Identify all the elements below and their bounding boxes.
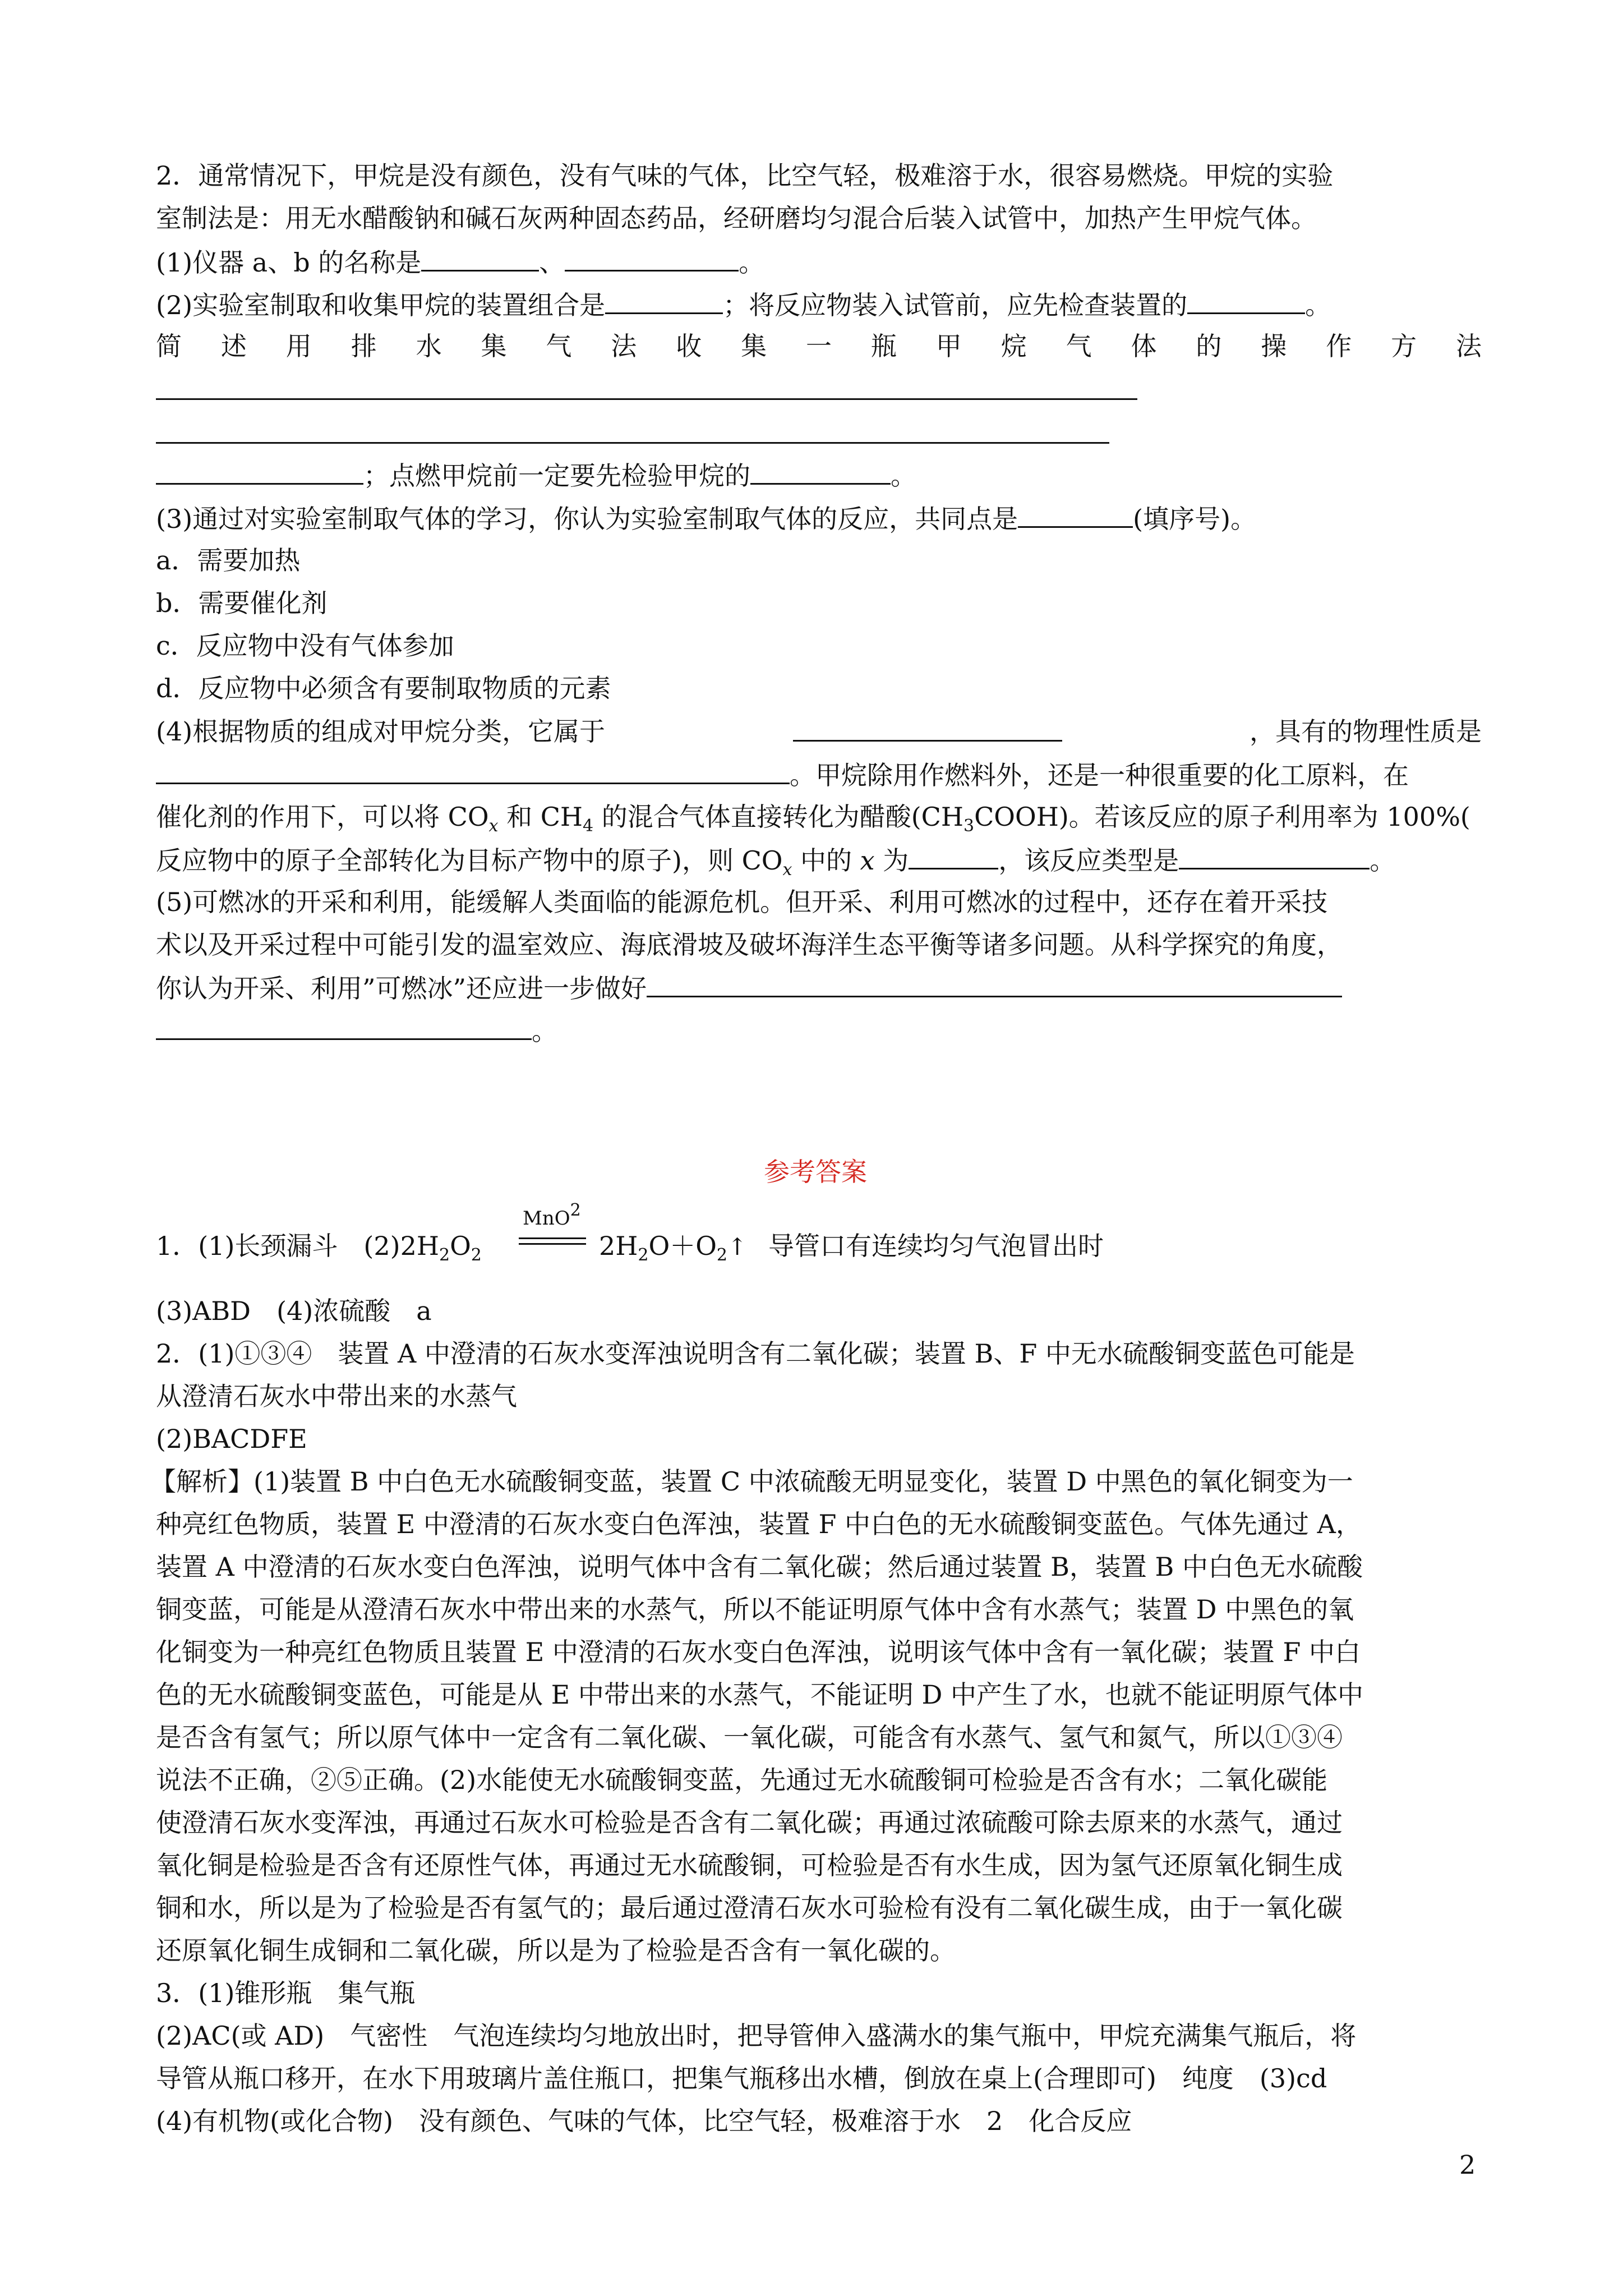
q2-sub5-line3: 你认为开采、利用”可燃冰”还应进一步做好 xyxy=(156,974,1342,1001)
q2-sub5-line1: (5)可燃冰的开采和利用，能缓解人类面临的能源危机。但开采、利用可燃冰的过程中，还存在着开采技 xyxy=(156,887,1328,917)
answer-blank xyxy=(156,1017,532,1040)
answer-blank xyxy=(1018,505,1133,528)
answer-blank xyxy=(1179,846,1370,869)
answer1-line1: 1．(1)长颈漏斗 $(2)2H_2O_2$ xyxy=(156,1231,482,1265)
answer2-line3: (2)BACDFE xyxy=(156,1424,307,1454)
answer3-line3: 导管从瓶口移开，在水下用玻璃片盖住瓶口，把集气瓶移出水槽，倒放在桌上(合理即可) 纯度 (3)cd xyxy=(156,2063,1327,2093)
q2-sub1: (1)仪器 a、b 的名称是 、 。 xyxy=(156,247,765,278)
analysis-line: 使澄清石灰水变浑浊，再通过石灰水可检验是否含有二氧化碳；再通过浓硫酸可除去原来的水蒸气，通过 xyxy=(156,1807,1343,1838)
answer1-line2: (3)ABD (4)浓硫酸 a xyxy=(156,1296,432,1326)
answer-blank xyxy=(156,462,363,485)
reaction-equals-sign xyxy=(519,1237,586,1239)
q2-sub2-line5: ；点燃甲烷前一定要先检验甲烷的 。 xyxy=(156,462,916,489)
analysis-line: 种亮红色物质，装置 E 中澄清的石灰水变白色浑浊，装置 F 中白色的无水硫酸铜变蓝色。气体先通过 A， xyxy=(156,1509,1362,1539)
answer-blank xyxy=(793,719,1062,742)
q2-intro-line2: 室制法是：用无水醋酸钠和碱石灰两种固态药品，经研磨均匀混合后装入试管中，加热产生甲烷气体。 xyxy=(156,203,1317,233)
q2-intro-line1: 2．通常情况下，甲烷是没有颜色，没有气味的气体，比空气轻，极难溶于水，很容易燃烧。甲烷的实验 xyxy=(156,160,1334,191)
q2-sub4-line2: 。甲烷除用作燃料外，还是一种很重要的化工原料，在 xyxy=(156,761,1409,788)
reaction-equals-sign xyxy=(519,1243,586,1245)
q2-sub5-line4: 。 xyxy=(156,1017,557,1044)
answer-blank xyxy=(647,974,1342,997)
q2-sub3: (3)通过对实验室制取气体的学习，你认为实验室制取气体的反应，共同点是 (填序号)。 xyxy=(156,504,1257,534)
analysis-line: 化铜变为一种亮红色物质且装置 E 中澄清的石灰水变白色浑浊，说明该气体中含有一氧化碳；装置 F 中白 xyxy=(156,1637,1361,1667)
gas-arrow-icon: ↑ xyxy=(727,1233,748,1260)
q2-sub4-line3: 催化剂的作用下，可以将 $CO_x$ 和 $CH_4$ 的混合气体直接转化为醋酸$(CH_3COOH)$。若该反应的原子利用率为 100%( xyxy=(156,802,1470,836)
answer-blank xyxy=(565,249,739,272)
analysis-label: 【解析】 xyxy=(150,1466,253,1497)
answer3-line1: 3．(1)锥形瓶 集气瓶 xyxy=(156,1978,416,2008)
q2-sub5-line2: 术以及开采过程中可能引发的温室效应、海底滑坡及破坏海洋生态平衡等诸多问题。从科学探究的角度， xyxy=(156,930,1343,960)
analysis-line: 【解析】(1)装置 B 中白色无水硫酸铜变蓝，装置 C 中浓硫酸无明显变化，装置 D 中黑色的氧化铜变为一 xyxy=(150,1466,1353,1497)
answer-blank xyxy=(909,846,998,869)
option-c: c．反应物中没有气体参加 xyxy=(156,631,454,661)
answer-blank xyxy=(605,291,723,314)
answer-line xyxy=(156,398,1137,400)
q2-sub4-line4: 反应物中的原子全部转化为目标产物中的原子)，则 $CO_x$ 中的 x 为 ，该反应类型是 。 xyxy=(156,845,1396,880)
analysis-line: 装置 A 中澄清的石灰水变白色浑浊，说明气体中含有二氧化碳；然后通过装置 B，装置 B 中白色无水硫酸 xyxy=(156,1552,1363,1582)
answer2-line2: 从澄清石灰水中带出来的水蒸气 xyxy=(156,1381,517,1411)
answer-blank xyxy=(750,462,891,485)
analysis-line: 铜变蓝，可能是从澄清石灰水中带出来的水蒸气，所以不能证明原气体中含有水蒸气；装置 D 中黑色的氧 xyxy=(156,1594,1354,1625)
answer-blank xyxy=(1187,291,1305,314)
q2-sub2-line2: 简述用排水集气法收集一瓶甲烷气体的操作方法 xyxy=(156,331,1482,361)
answer1-products: $2H_2O+O_2↑$ xyxy=(599,1231,748,1265)
option-d: d．反应物中必须含有要制取物质的元素 xyxy=(156,673,611,703)
catalyst-label: MnO2 xyxy=(523,1200,581,1230)
answer3-line2: (2)AC(或 AD) 气密性 气泡连续均匀地放出时，把导管伸入盛满水的集气瓶中，甲烷充满集气瓶后，将 xyxy=(156,2021,1357,2051)
answers-heading: 参考答案 xyxy=(764,1157,867,1187)
page-number: 2 xyxy=(1459,2150,1476,2180)
answer-line xyxy=(156,442,1109,444)
analysis-line: 是否含有氢气；所以原气体中一定含有二氧化碳、一氧化碳，可能含有水蒸气、氢气和氮气，所以①③④ xyxy=(156,1722,1343,1752)
option-b: b．需要催化剂 xyxy=(156,588,328,618)
option-a: a．需要加热 xyxy=(156,545,301,576)
analysis-line: 说法不正确，②⑤正确。(2)水能使无水硫酸铜变蓝，先通过无水硫酸铜可检验是否含有水；二氧化碳能 xyxy=(156,1765,1328,1795)
q2-sub4-line1: (4)根据物质的组成对甲烷分类，它属于 ，具有的物理性质是 xyxy=(156,716,1482,747)
answer3-line4: (4)有机物(或化合物) 没有颜色、气味的气体，比空气轻，极难溶于水 2 化合反应 xyxy=(156,2106,1132,2136)
analysis-line: 氧化铜是检验是否含有还原性气体，再通过无水硫酸铜，可检验是否有水生成，因为氢气还原氧化铜生成 xyxy=(156,1850,1343,1880)
answer1-tail: 导管口有连续均匀气泡冒出时 xyxy=(768,1231,1104,1261)
analysis-line: 色的无水硫酸铜变蓝色，可能是从 E 中带出来的水蒸气，不能证明 D 中产生了水，也就不能证明原气体中 xyxy=(156,1680,1363,1710)
q2-sub2: (2)实验室制取和收集甲烷的装置组合是 ；将反应物装入试管前，应先检查装置的 。 xyxy=(156,290,1331,320)
answer-blank xyxy=(156,761,790,784)
analysis-line: 铜和水，所以是为了检验是否有氢气的；最后通过澄清石灰水可验检有没有二氧化碳生成，由于一氧化碳 xyxy=(156,1893,1343,1923)
answer2-line1: 2．(1)①③④ 装置 A 中澄清的石灰水变浑浊说明含有二氧化碳；装置 B、F 中无水硫酸铜变蓝色可能是 xyxy=(156,1338,1355,1369)
answer-blank xyxy=(421,249,539,272)
analysis-line: 还原氧化铜生成铜和二氧化碳，所以是为了检验是否含有一氧化碳的。 xyxy=(156,1935,956,1966)
